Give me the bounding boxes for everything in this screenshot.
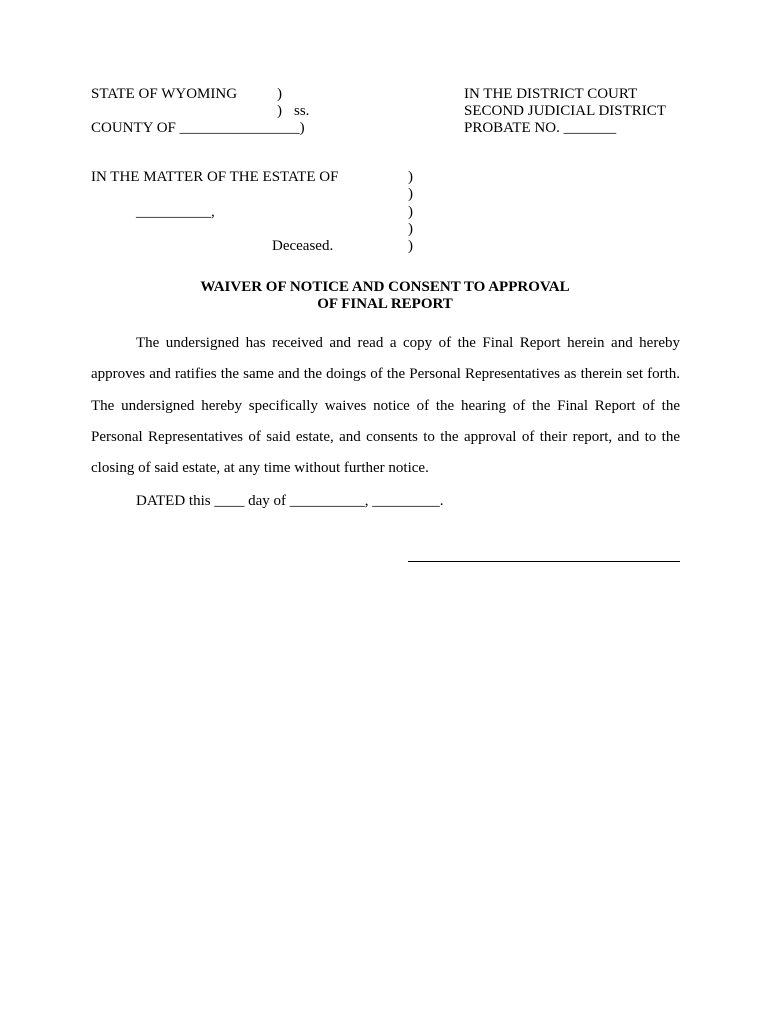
probate-number: PROBATE NO. _______ [464,120,617,136]
county-of: COUNTY OF ________________) [91,120,305,136]
state-of-wyoming: STATE OF WYOMING [91,86,238,102]
dated-line: DATED this ____ day of __________, _________. [136,493,444,509]
judicial-district: SECOND JUDICIAL DISTRICT [464,103,666,119]
signature-line [408,561,680,562]
waiver-paragraph: The undersigned has received and read a copy of the Final Report herein and hereby approves and ratifies the same and the doings of the Personal Representatives as therein set forth. The undersigned hereby specifically waives notice of the hearing of the Final Report of the Personal Representatives of said estate, and consents to the approval of their report, and to the closing of said estate, at any time without further notice. [91,335,680,477]
matter-paren: ) [408,169,413,185]
caption-paren: ) [277,103,282,119]
matter-paren: ) [408,238,413,254]
caption-paren: ) [277,86,282,102]
ss-label: ss. [294,103,310,119]
decedent-name-blank: __________, [136,204,215,220]
district-court: IN THE DISTRICT COURT [464,86,638,102]
matter-paren: ) [408,221,413,237]
document-title-line1: WAIVER OF NOTICE AND CONSENT TO APPROVAL [200,279,570,295]
matter-paren: ) [408,186,413,202]
document-title-line2: OF FINAL REPORT [317,296,453,312]
deceased-label: Deceased. [272,238,334,254]
matter-paren: ) [408,204,413,220]
matter-title: IN THE MATTER OF THE ESTATE OF [91,169,339,185]
